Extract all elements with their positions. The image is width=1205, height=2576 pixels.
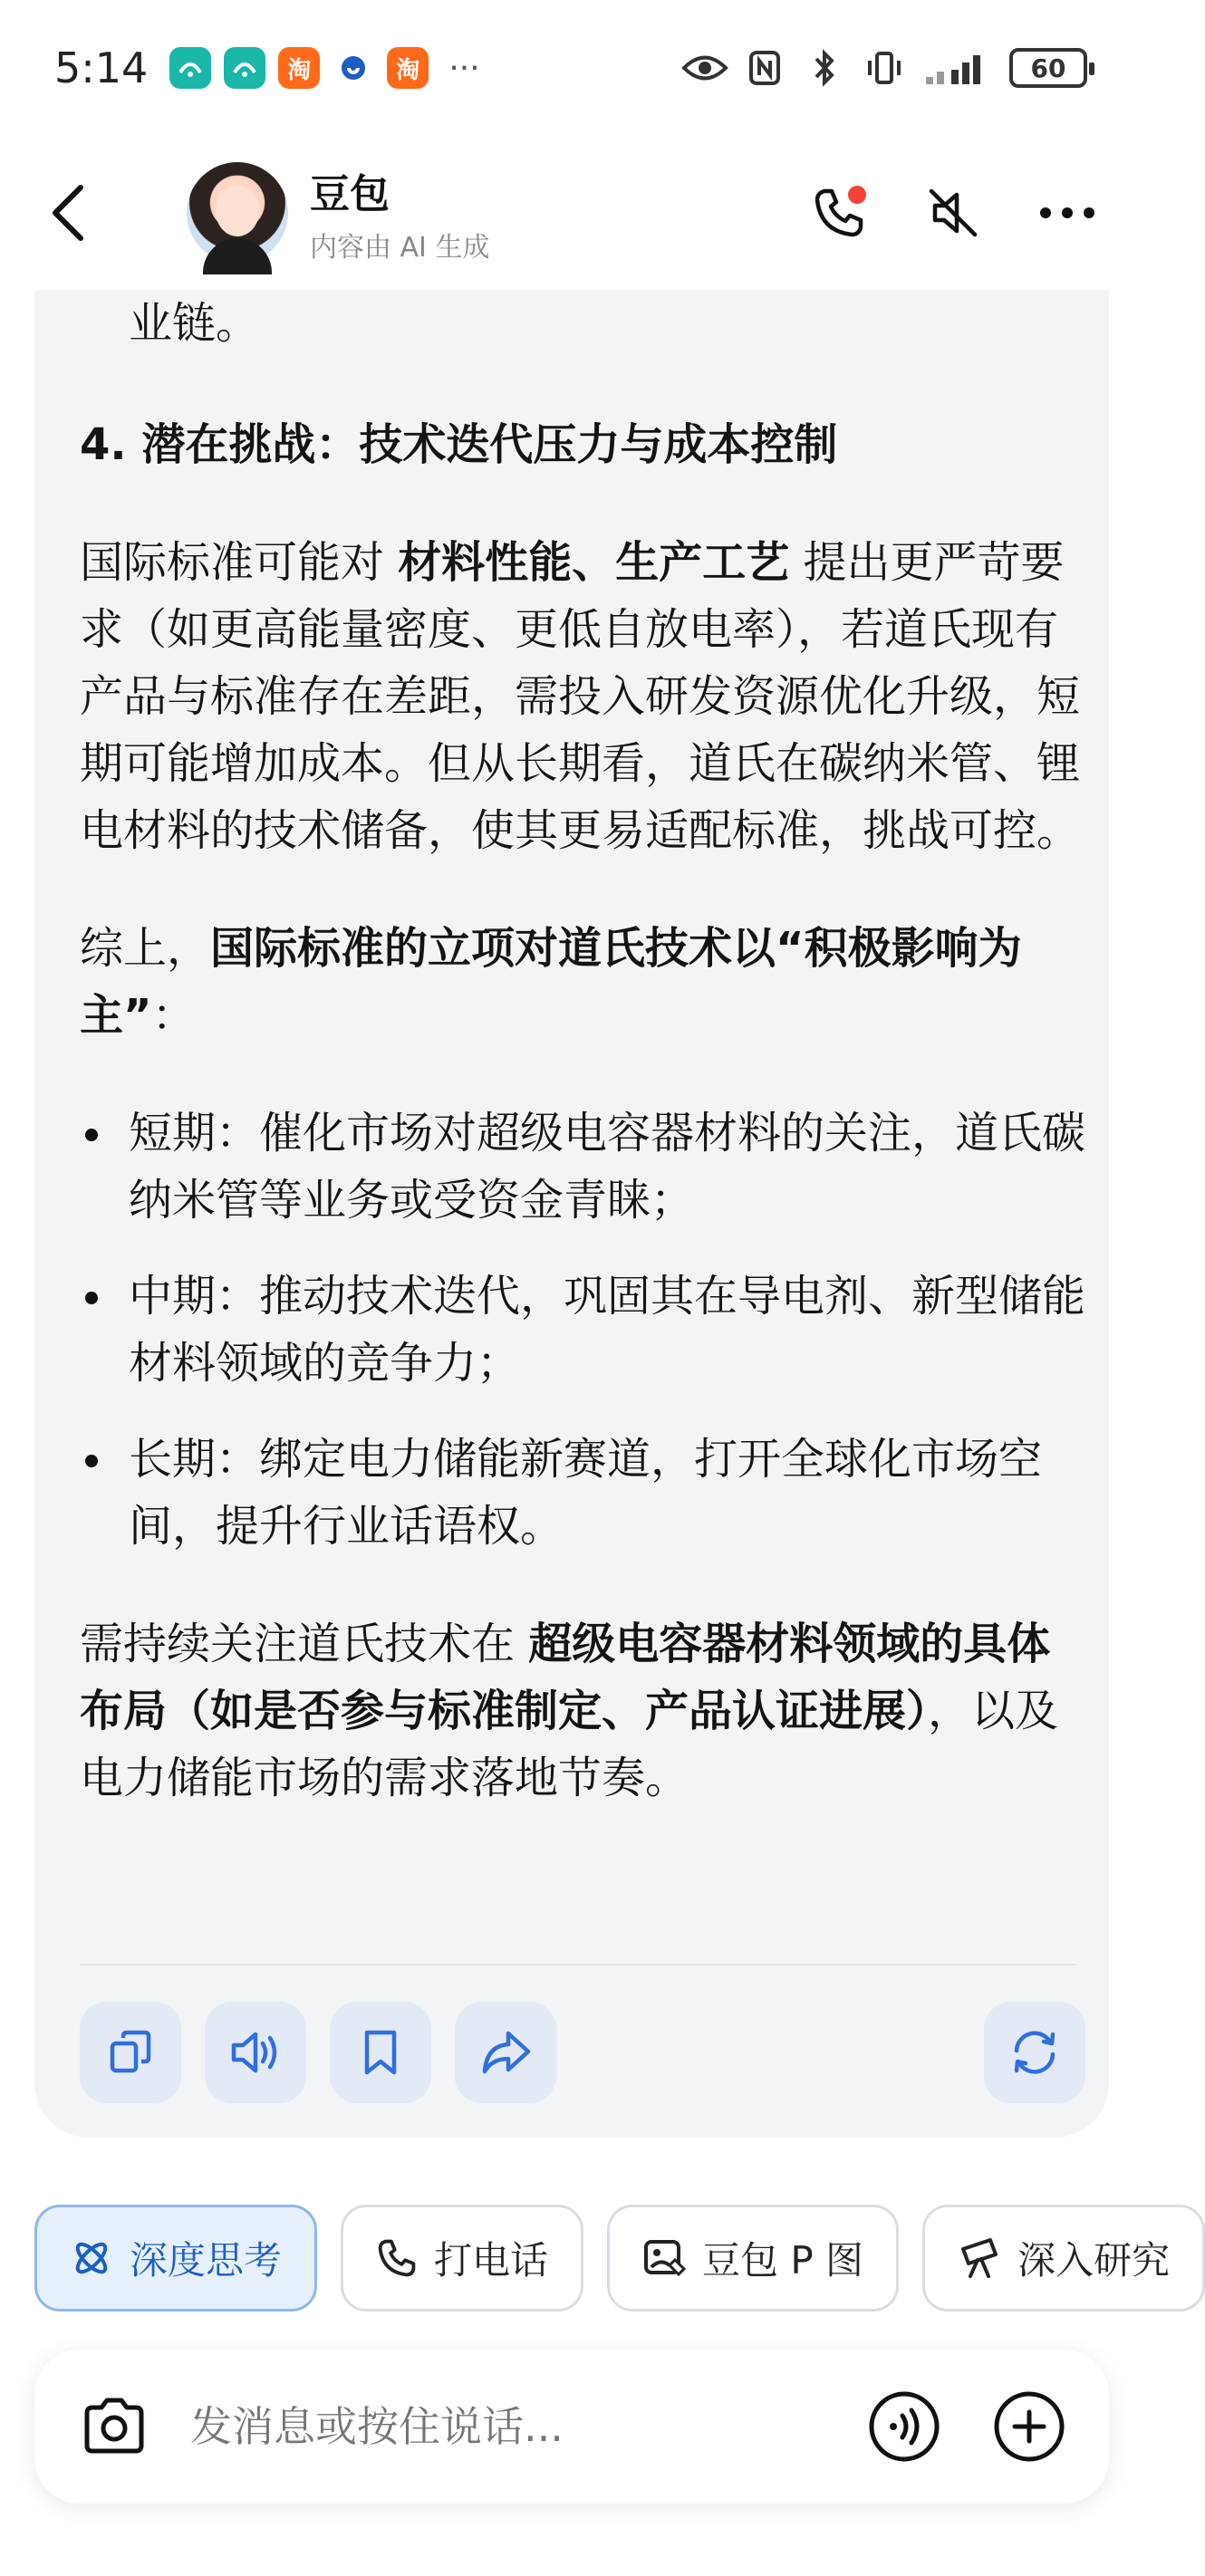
eye-icon bbox=[685, 48, 725, 88]
header-actions bbox=[810, 184, 1105, 242]
deep-think-chip[interactable] bbox=[34, 2205, 317, 2312]
previous-list-tail: 业链。 bbox=[129, 298, 260, 349]
status-time: 5:14 bbox=[54, 43, 149, 92]
bookmark-button[interactable] bbox=[330, 2002, 431, 2103]
plus-circle-icon bbox=[993, 2390, 1065, 2463]
deep-research-chip[interactable] bbox=[922, 2205, 1205, 2312]
status-bar bbox=[0, 0, 1142, 136]
image-edit-icon bbox=[642, 2236, 686, 2280]
chevron-left-icon bbox=[50, 184, 86, 242]
telescope-icon bbox=[958, 2236, 1001, 2280]
para1-post: 提出更严苛要求（如更高能量密度、更低自放电率），若道氏现有产品与标准存在差距，需投入研发资源优化升级，短期可能增加成本。但从长期看，道氏在碳纳米管、锂电材料的技术储备，使其更易适配标准，挑战可控。 bbox=[80, 537, 1081, 856]
battery-icon: 60 bbox=[1009, 48, 1087, 88]
para3-bold: 超级电容器材料领域的具体布局（如是否参与标准制定、产品认证进展） bbox=[80, 1619, 1051, 1736]
voice-button[interactable] bbox=[866, 2389, 942, 2465]
add-button[interactable] bbox=[991, 2389, 1067, 2465]
chip-label: 深入研究 bbox=[1017, 2238, 1171, 2283]
status-right bbox=[685, 48, 1087, 88]
message-content bbox=[80, 290, 1085, 1862]
nfc-icon bbox=[745, 48, 785, 88]
signal-icon bbox=[924, 48, 989, 88]
notification-icons bbox=[169, 47, 479, 89]
para2-bold: 国际标准的立项对道氏技术以“积极影响为主” bbox=[80, 923, 1022, 1041]
ai-disclaimer: 内容由 AI 生成 bbox=[310, 232, 490, 264]
para1-pre: 国际标准可能对 bbox=[80, 537, 399, 588]
list-item-short-term: 短期：催化市场对超级电容器材料的关注，道氏碳纳米管等业务或受资金青睐； bbox=[80, 1100, 1085, 1234]
more-button[interactable] bbox=[1038, 184, 1096, 242]
chip-label: 深度思考 bbox=[130, 2238, 283, 2283]
more-notifications: ··· bbox=[448, 49, 480, 87]
vibrate-icon bbox=[864, 48, 904, 88]
refresh-icon bbox=[1007, 2025, 1062, 2080]
read-aloud-button[interactable] bbox=[205, 2002, 306, 2103]
atom-icon bbox=[70, 2236, 113, 2280]
image-edit-chip[interactable] bbox=[607, 2205, 899, 2312]
impact-list bbox=[80, 1100, 1085, 1560]
followup-paragraph bbox=[80, 1610, 1085, 1812]
camera-button[interactable] bbox=[76, 2389, 152, 2465]
mute-button[interactable] bbox=[924, 184, 982, 242]
para3-pre: 需持续关注道氏技术在 bbox=[80, 1619, 529, 1669]
list-item-long-term: 长期：绑定电力储能新赛道，打开全球化市场空间，提升行业话语权。 bbox=[80, 1426, 1085, 1560]
para2-pre: 综上， bbox=[80, 923, 211, 974]
bot-name: 豆包 bbox=[310, 171, 390, 217]
more-dots-icon bbox=[1038, 206, 1096, 220]
call-button[interactable] bbox=[810, 184, 868, 242]
quick-action-chips bbox=[34, 2205, 1205, 2312]
speaker-muted-icon bbox=[926, 186, 980, 240]
assistant-message-card bbox=[34, 290, 1109, 2138]
notification-dot bbox=[848, 186, 866, 204]
para1-bold: 材料性能、生产工艺 bbox=[398, 537, 790, 588]
message-input-bar bbox=[34, 2350, 1109, 2504]
message-input[interactable] bbox=[190, 2402, 866, 2451]
section4-heading: 4. 潜在挑战：技术迭代压力与成本控制 bbox=[80, 419, 838, 470]
app-icon-3 bbox=[333, 47, 374, 89]
regenerate-button[interactable] bbox=[984, 2002, 1085, 2103]
share-button[interactable] bbox=[455, 2002, 556, 2103]
para2-post: ： bbox=[151, 990, 196, 1041]
app-icon-2 bbox=[224, 47, 265, 89]
actions-divider bbox=[80, 1964, 1076, 1966]
challenge-paragraph bbox=[80, 529, 1085, 864]
list-item-mid-term: 中期：推动技术迭代，巩固其在导电剂、新型储能材料领域的竞争力； bbox=[80, 1263, 1085, 1397]
app-icon-1 bbox=[169, 47, 211, 89]
para3-post: ，以及电力储能市场的需求落地节奏。 bbox=[80, 1686, 1059, 1803]
message-actions bbox=[80, 2002, 1085, 2103]
chip-label: 打电话 bbox=[434, 2238, 549, 2283]
bookmark-icon bbox=[358, 2027, 403, 2078]
voice-wave-icon bbox=[868, 2390, 940, 2463]
bluetooth-icon bbox=[805, 48, 844, 88]
camera-icon bbox=[80, 2397, 149, 2456]
clipped-previous-line bbox=[80, 235, 1085, 290]
chip-label: 豆包 P 图 bbox=[702, 2238, 864, 2283]
summary-paragraph bbox=[80, 915, 1085, 1049]
call-chip[interactable] bbox=[341, 2205, 583, 2312]
phone-icon bbox=[376, 2237, 418, 2279]
copy-button[interactable] bbox=[80, 2002, 181, 2103]
taobao-icon-2: 淘 bbox=[387, 47, 429, 89]
speaker-icon bbox=[228, 2027, 283, 2078]
copy-icon bbox=[105, 2027, 156, 2078]
share-arrow-icon bbox=[479, 2028, 532, 2077]
taobao-icon: 淘 bbox=[278, 47, 320, 89]
avatar-face bbox=[216, 186, 259, 236]
